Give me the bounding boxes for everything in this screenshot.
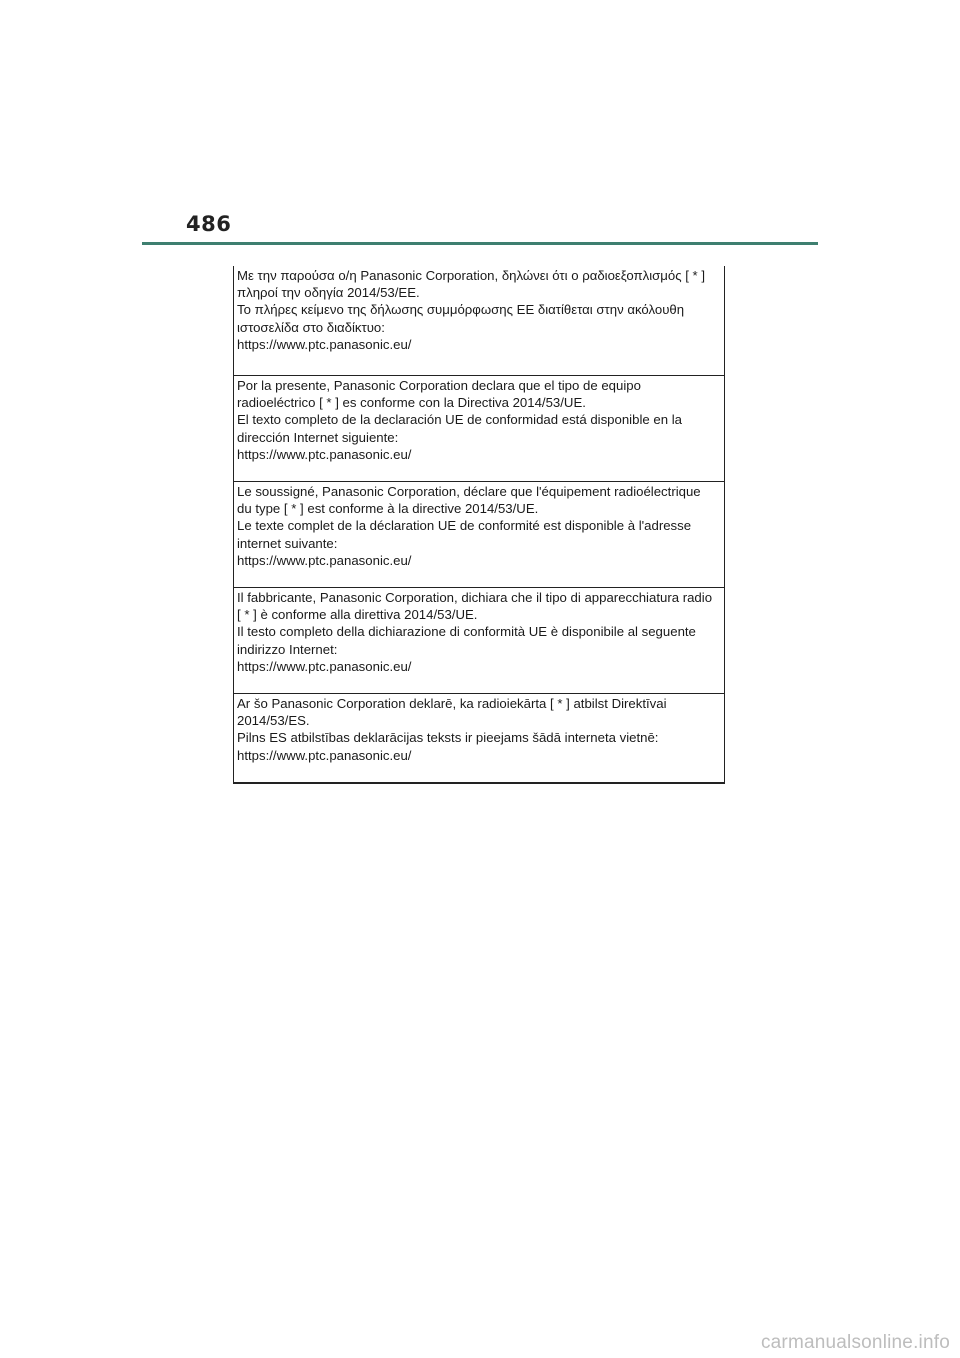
header-rule xyxy=(142,242,818,245)
notice-line: Por la presente, Panasonic Corporation declara que el tipo de equipo xyxy=(237,378,641,393)
notice-line: du type [ * ] est conforme à la directive 2014/53/UE. xyxy=(237,501,539,517)
notice-url: https://www.ptc.panasonic.eu/ xyxy=(237,658,412,674)
notice-line: Le texte complet de la déclaration UE de conformité est disponible à l'adresse xyxy=(237,518,692,534)
notice-line: indirizzo Internet: xyxy=(237,641,338,657)
notice-line: 2014/53/ES. xyxy=(237,713,310,729)
notice-line: radioeléctrico [ * ] es conforme con la Directiva 2014/53/UE. xyxy=(237,395,586,411)
notice-line: internet suivante: xyxy=(237,535,338,551)
notice-line: Pilns ES atbilstības deklarācijas teksts ir pieejams šādā interneta vietnē: xyxy=(237,730,659,746)
notice-cell-spanish xyxy=(234,375,724,481)
notice-line: ιστοσελίδα στο διαδίκτυο: xyxy=(237,319,385,335)
declaration-table xyxy=(233,266,725,784)
notice-line: Il fabbricante, Panasonic Corporation, dichiara che il tipo di apparecchiatura radio xyxy=(237,590,713,605)
notice-line: Le soussigné, Panasonic Corporation, déclare que l'équipement radioélectrique xyxy=(237,484,701,499)
notice-url: https://www.ptc.panasonic.eu/ xyxy=(237,336,412,352)
notice-line: Με την παρούσα ο/η Panasonic Corporation, δηλώνει ότι ο ραδιοεξοπλισμός [ * ] xyxy=(237,268,706,283)
notice-cell-french xyxy=(234,481,724,587)
notice-line: πληροί την οδηγία 2014/53/ΕΕ. xyxy=(237,285,420,301)
notice-line: Il testo completo della dichiarazione di conformità UE è disponibile al seguente xyxy=(237,624,696,640)
notice-cell-latvian xyxy=(234,693,724,782)
page-number: 486 xyxy=(186,212,232,236)
notice-line: El texto completo de la declaración UE de conformidad está disponible en la xyxy=(237,412,682,428)
notice-cell-greek xyxy=(234,266,724,375)
notice-url: https://www.ptc.panasonic.eu/ xyxy=(237,446,412,462)
notice-line: [ * ] è conforme alla direttiva 2014/53/UE. xyxy=(237,607,478,623)
notice-url: https://www.ptc.panasonic.eu/ xyxy=(237,747,412,763)
notice-line: Το πλήρες κείμενο της δήλωσης συμμόρφωσης ΕΕ διατίθεται στην ακόλουθη xyxy=(237,302,685,318)
notice-url: https://www.ptc.panasonic.eu/ xyxy=(237,552,412,568)
notice-line: Ar šo Panasonic Corporation deklarē, ka radioiekārta [ * ] atbilst Direktīvai xyxy=(237,696,667,711)
notice-cell-italian xyxy=(234,587,724,693)
notice-line: dirección Internet siguiente: xyxy=(237,429,399,445)
watermark-text: carmanualsonline.info xyxy=(760,1332,950,1353)
